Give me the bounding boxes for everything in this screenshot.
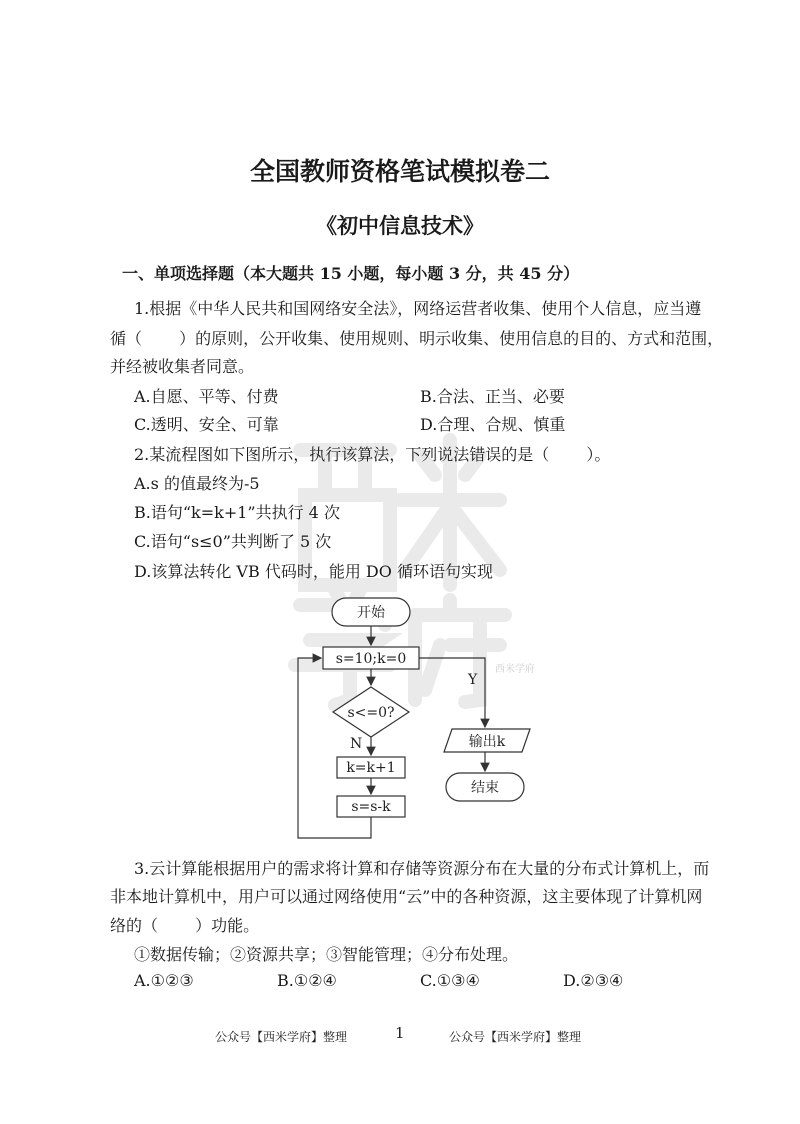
question-2-stem: 2.某流程图如下图所示，执行该算法，下列说法错误的是（ ）。 xyxy=(134,445,611,464)
flow-decision-label: s<=0? xyxy=(347,705,395,721)
question-3-line-1: 3.云计算能根据用户的需求将计算和存储等资源分布在大量的分布式计算机上，而 xyxy=(134,859,710,878)
flow-output-label: 输出k xyxy=(468,734,506,750)
question-3-line-4: ①数据传输；②资源共享；③智能管理；④分布处理。 xyxy=(134,945,519,964)
flow-end-label: 结束 xyxy=(471,780,499,796)
footer-left: 公众号【西米学府】整理 xyxy=(215,1030,348,1044)
footer-right: 公众号【西米学府】整理 xyxy=(449,1030,582,1044)
question-3-option-a: A.①②③ xyxy=(134,971,194,990)
question-3-option-c: C.①③④ xyxy=(420,971,480,990)
flow-yes-branch xyxy=(419,658,485,727)
flow-start-label: 开始 xyxy=(357,605,385,621)
question-1-option-d: D.合理、合规、慎重 xyxy=(420,415,566,434)
flow-yes-label: Y xyxy=(468,672,478,688)
watermark-text: 西米学府 xyxy=(495,664,535,675)
flowchart xyxy=(290,588,550,848)
flow-step2-label: s=s-k xyxy=(351,799,391,815)
question-1-option-b: B.合法、正当、必要 xyxy=(420,387,565,406)
question-2-option-b: B.语句“k=k+1”共执行 4 次 xyxy=(134,503,340,522)
question-1-option-c: C.透明、安全、可靠 xyxy=(134,415,279,434)
question-1-option-a: A.自愿、平等、付费 xyxy=(134,387,279,406)
question-1-line-1: 1.根据《中华人民共和国网络安全法》，网络运营者收集、使用个人信息，应当遵 xyxy=(134,299,702,318)
question-2-option-d: D.该算法转化 VB 代码时，能用 DO 循环语句实现 xyxy=(134,562,493,581)
question-1-line-3: 并经被收集者同意。 xyxy=(110,357,255,376)
question-3-line-3: 络的（ ）功能。 xyxy=(110,916,260,935)
page-title: 全国教师资格笔试模拟卷二 xyxy=(249,157,550,186)
question-3-line-2: 非本地计算机中，用户可以通过网络使用“云”中的各种资源，这主要体现了计算机网 xyxy=(110,887,703,906)
page-number: 1 xyxy=(395,1024,405,1042)
section-heading: 一、单项选择题（本大题共 15 小题，每小题 3 分，共 45 分） xyxy=(122,264,580,283)
page-subtitle: 《初中信息技术》 xyxy=(316,214,484,238)
question-3-option-b: B.①②④ xyxy=(277,971,337,990)
flow-no-label: N xyxy=(350,736,363,752)
question-1-line-2: 循（ ）的原则，公开收集、使用规则、明示收集、使用信息的目的、方式和范围， xyxy=(110,329,724,348)
question-3-option-d: D.②③④ xyxy=(563,971,624,990)
flow-init-label: s=10;k=0 xyxy=(335,651,407,667)
question-2-option-c: C.语句“s≤0”共判断了 5 次 xyxy=(134,532,332,551)
flow-step1-label: k=k+1 xyxy=(346,760,396,776)
question-2-option-a: A.s 的值最终为-5 xyxy=(134,474,260,493)
